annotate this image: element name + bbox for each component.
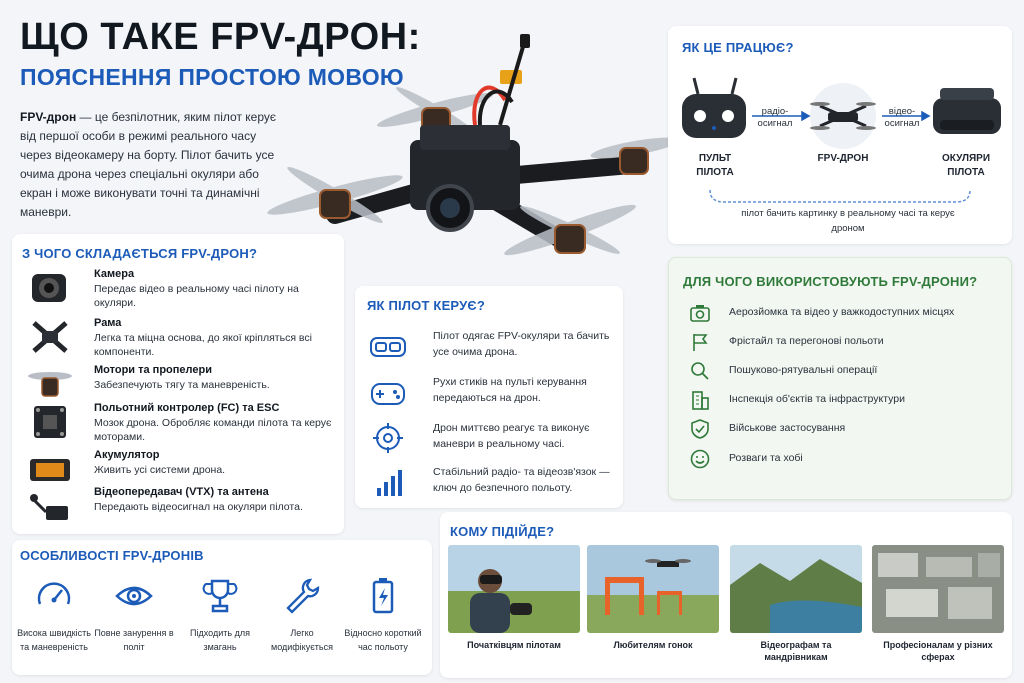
crosshair-icon <box>369 422 407 454</box>
feature-item <box>178 572 262 654</box>
who-panel <box>440 512 1012 678</box>
remote-controller-icon <box>682 78 746 138</box>
use-item <box>689 331 1009 353</box>
signal-video-label: відео- осигнал <box>884 106 920 129</box>
feature-text: Підходить для змагань <box>190 628 250 652</box>
component-name: Мотори та пропелери <box>94 364 212 376</box>
use-text: Військове застосування <box>729 422 846 434</box>
intro-rest: — це безпілотник, яким пілот керує від першої особи в режимі реального часу через відеокамеру на борту. Пілот бачить усе очима дрона через спеціальні окуляри або екран і може виконувати точні та динамічні маневри. <box>20 110 277 219</box>
motor-icon <box>26 366 74 402</box>
components-title: З ЧОГО СКЛАДАЄТЬСЯ FPV-ДРОН? <box>22 246 258 261</box>
use-item <box>689 418 1009 440</box>
use-item <box>689 360 1009 382</box>
who-item <box>448 545 580 651</box>
frame-icon <box>26 319 74 355</box>
component-desc: Забезпечують тягу та маневреність. <box>94 379 270 391</box>
control-text: Стабільний радіо- та відеозв'язок — ключ до безпечного польоту. <box>433 466 610 494</box>
node-goggles-label: ОКУЛЯРИ ПІЛОТА <box>941 153 991 178</box>
how-note: пілот бачить картинку в реальному часі та керує дроном <box>741 208 955 234</box>
vtx-antenna-icon <box>26 488 74 524</box>
battery-charge-icon <box>363 576 403 616</box>
who-item <box>587 545 719 651</box>
drone-body <box>410 34 530 230</box>
eye-icon <box>114 576 154 616</box>
component-desc: Живить усі системи дрона. <box>94 464 226 476</box>
components-panel <box>12 234 344 534</box>
signal-radio-label: радіо- осигнал <box>757 106 793 129</box>
component-item <box>26 317 336 361</box>
who-title: КОМУ ПІДІЙДЕ? <box>450 524 555 539</box>
beginner-pilot-photo <box>448 545 580 633</box>
fpv-goggles-icon <box>933 88 1001 134</box>
flag-icon <box>689 331 711 353</box>
travel-landscape-photo <box>730 545 862 633</box>
goggles-icon <box>369 330 407 362</box>
use-text: Аерозйомка та відео у важкодоступних місцях <box>729 306 955 318</box>
building-icon <box>689 389 711 411</box>
control-item <box>367 464 617 504</box>
gamepad-icon <box>369 376 407 408</box>
use-text: Розваги та хобі <box>729 452 803 464</box>
node-drone-label: FPV-ДРОН <box>817 153 869 164</box>
component-name: Польотний контролер (FC) та ESC <box>94 402 280 414</box>
camera-icon <box>26 270 74 306</box>
how-diagram <box>678 76 1008 156</box>
component-desc: Передають відеосигнал на окуляри пілота. <box>94 501 303 513</box>
component-name: Камера <box>94 268 135 280</box>
controller-board-icon <box>26 404 74 440</box>
racing-gate-photo <box>587 545 719 633</box>
node-remote-label: ПУЛЬТ ПІЛОТА <box>696 153 734 178</box>
feature-item <box>12 572 96 654</box>
drone-icon <box>810 83 876 149</box>
smile-icon <box>689 448 711 470</box>
use-item <box>689 302 1009 324</box>
use-item <box>689 448 1009 470</box>
use-text: Інспекція об'єктів та інфраструктури <box>729 393 906 405</box>
how-it-works-panel <box>668 26 1012 244</box>
feature-text: Легко модифікується <box>271 628 333 652</box>
component-desc: Легка та міцна основа, до якої кріпляться всі компоненти. <box>94 332 312 358</box>
use-text: Пошуково-рятувальні операції <box>729 364 878 376</box>
who-text: Професіоналам у різних сферах <box>883 640 993 662</box>
signal-bars-icon <box>369 466 407 498</box>
page-subtitle: ПОЯСНЕННЯ ПРОСТОЮ МОВОЮ <box>20 64 404 90</box>
speedometer-icon <box>34 576 74 616</box>
shield-icon <box>689 418 711 440</box>
component-item <box>26 486 336 530</box>
features-panel <box>12 540 432 675</box>
feature-text: Повне занурення в політ <box>94 628 174 652</box>
feature-item <box>338 572 428 654</box>
feedback-loop-arrow <box>708 186 972 208</box>
control-item <box>367 420 617 460</box>
who-text: Відеографам та мандрівникам <box>760 640 832 662</box>
battery-icon <box>26 451 74 487</box>
component-name: Рама <box>94 317 122 329</box>
intro-text <box>20 108 285 222</box>
who-item <box>872 545 1004 663</box>
component-name: Відеопередавач (VTX) та антена <box>94 486 269 498</box>
component-desc: Мозок дрона. Обробляє команди пілота та керує моторами. <box>94 417 332 443</box>
control-title: ЯК ПІЛОТ КЕРУЄ? <box>367 298 486 313</box>
uses-panel <box>668 257 1012 500</box>
use-item <box>689 389 1009 411</box>
use-text: Фрістайл та перегонові польоти <box>729 335 884 347</box>
who-item <box>730 545 862 663</box>
pilot-control-panel <box>355 286 623 508</box>
wrench-icon <box>282 576 322 616</box>
uses-title: ДЛЯ ЧОГО ВИКОРИСТОВУЮТЬ FPV-ДРОНИ? <box>683 274 978 289</box>
feature-text: Висока швидкість та маневреність <box>17 628 91 652</box>
control-item <box>367 328 617 368</box>
feature-item <box>260 572 344 654</box>
component-desc: Передає відео в реальному часі пілоту на окуляри. <box>94 283 299 309</box>
feature-text: Відносно короткий час польоту <box>344 628 422 652</box>
component-item <box>26 402 336 446</box>
control-text: Рухи стиків на пульті керування передаються на дрон. <box>433 376 587 404</box>
camera-icon <box>689 302 711 324</box>
component-name: Акумулятор <box>94 449 160 461</box>
page-title: ЩО ТАКЕ FPV-ДРОН: <box>20 16 421 58</box>
component-item <box>26 268 336 312</box>
control-text: Пілот одягає FPV-окуляри та бачить усе очима дрона. <box>433 330 610 358</box>
search-icon <box>689 360 711 382</box>
infrastructure-photo <box>872 545 1004 633</box>
who-text: Любителям гонок <box>613 640 693 650</box>
who-text: Початківцям пілотам <box>467 640 561 650</box>
features-title: ОСОБЛИВОСТІ FPV-ДРОНІВ <box>20 548 204 563</box>
feature-item <box>92 572 176 654</box>
control-text: Дрон миттєво реагує та виконує маневри в реальному часі. <box>433 422 590 450</box>
how-title: ЯК ЦЕ ПРАЦЮЄ? <box>682 40 794 55</box>
intro-bold: FPV-дрон <box>20 110 77 124</box>
control-item <box>367 374 617 414</box>
trophy-icon <box>200 576 240 616</box>
